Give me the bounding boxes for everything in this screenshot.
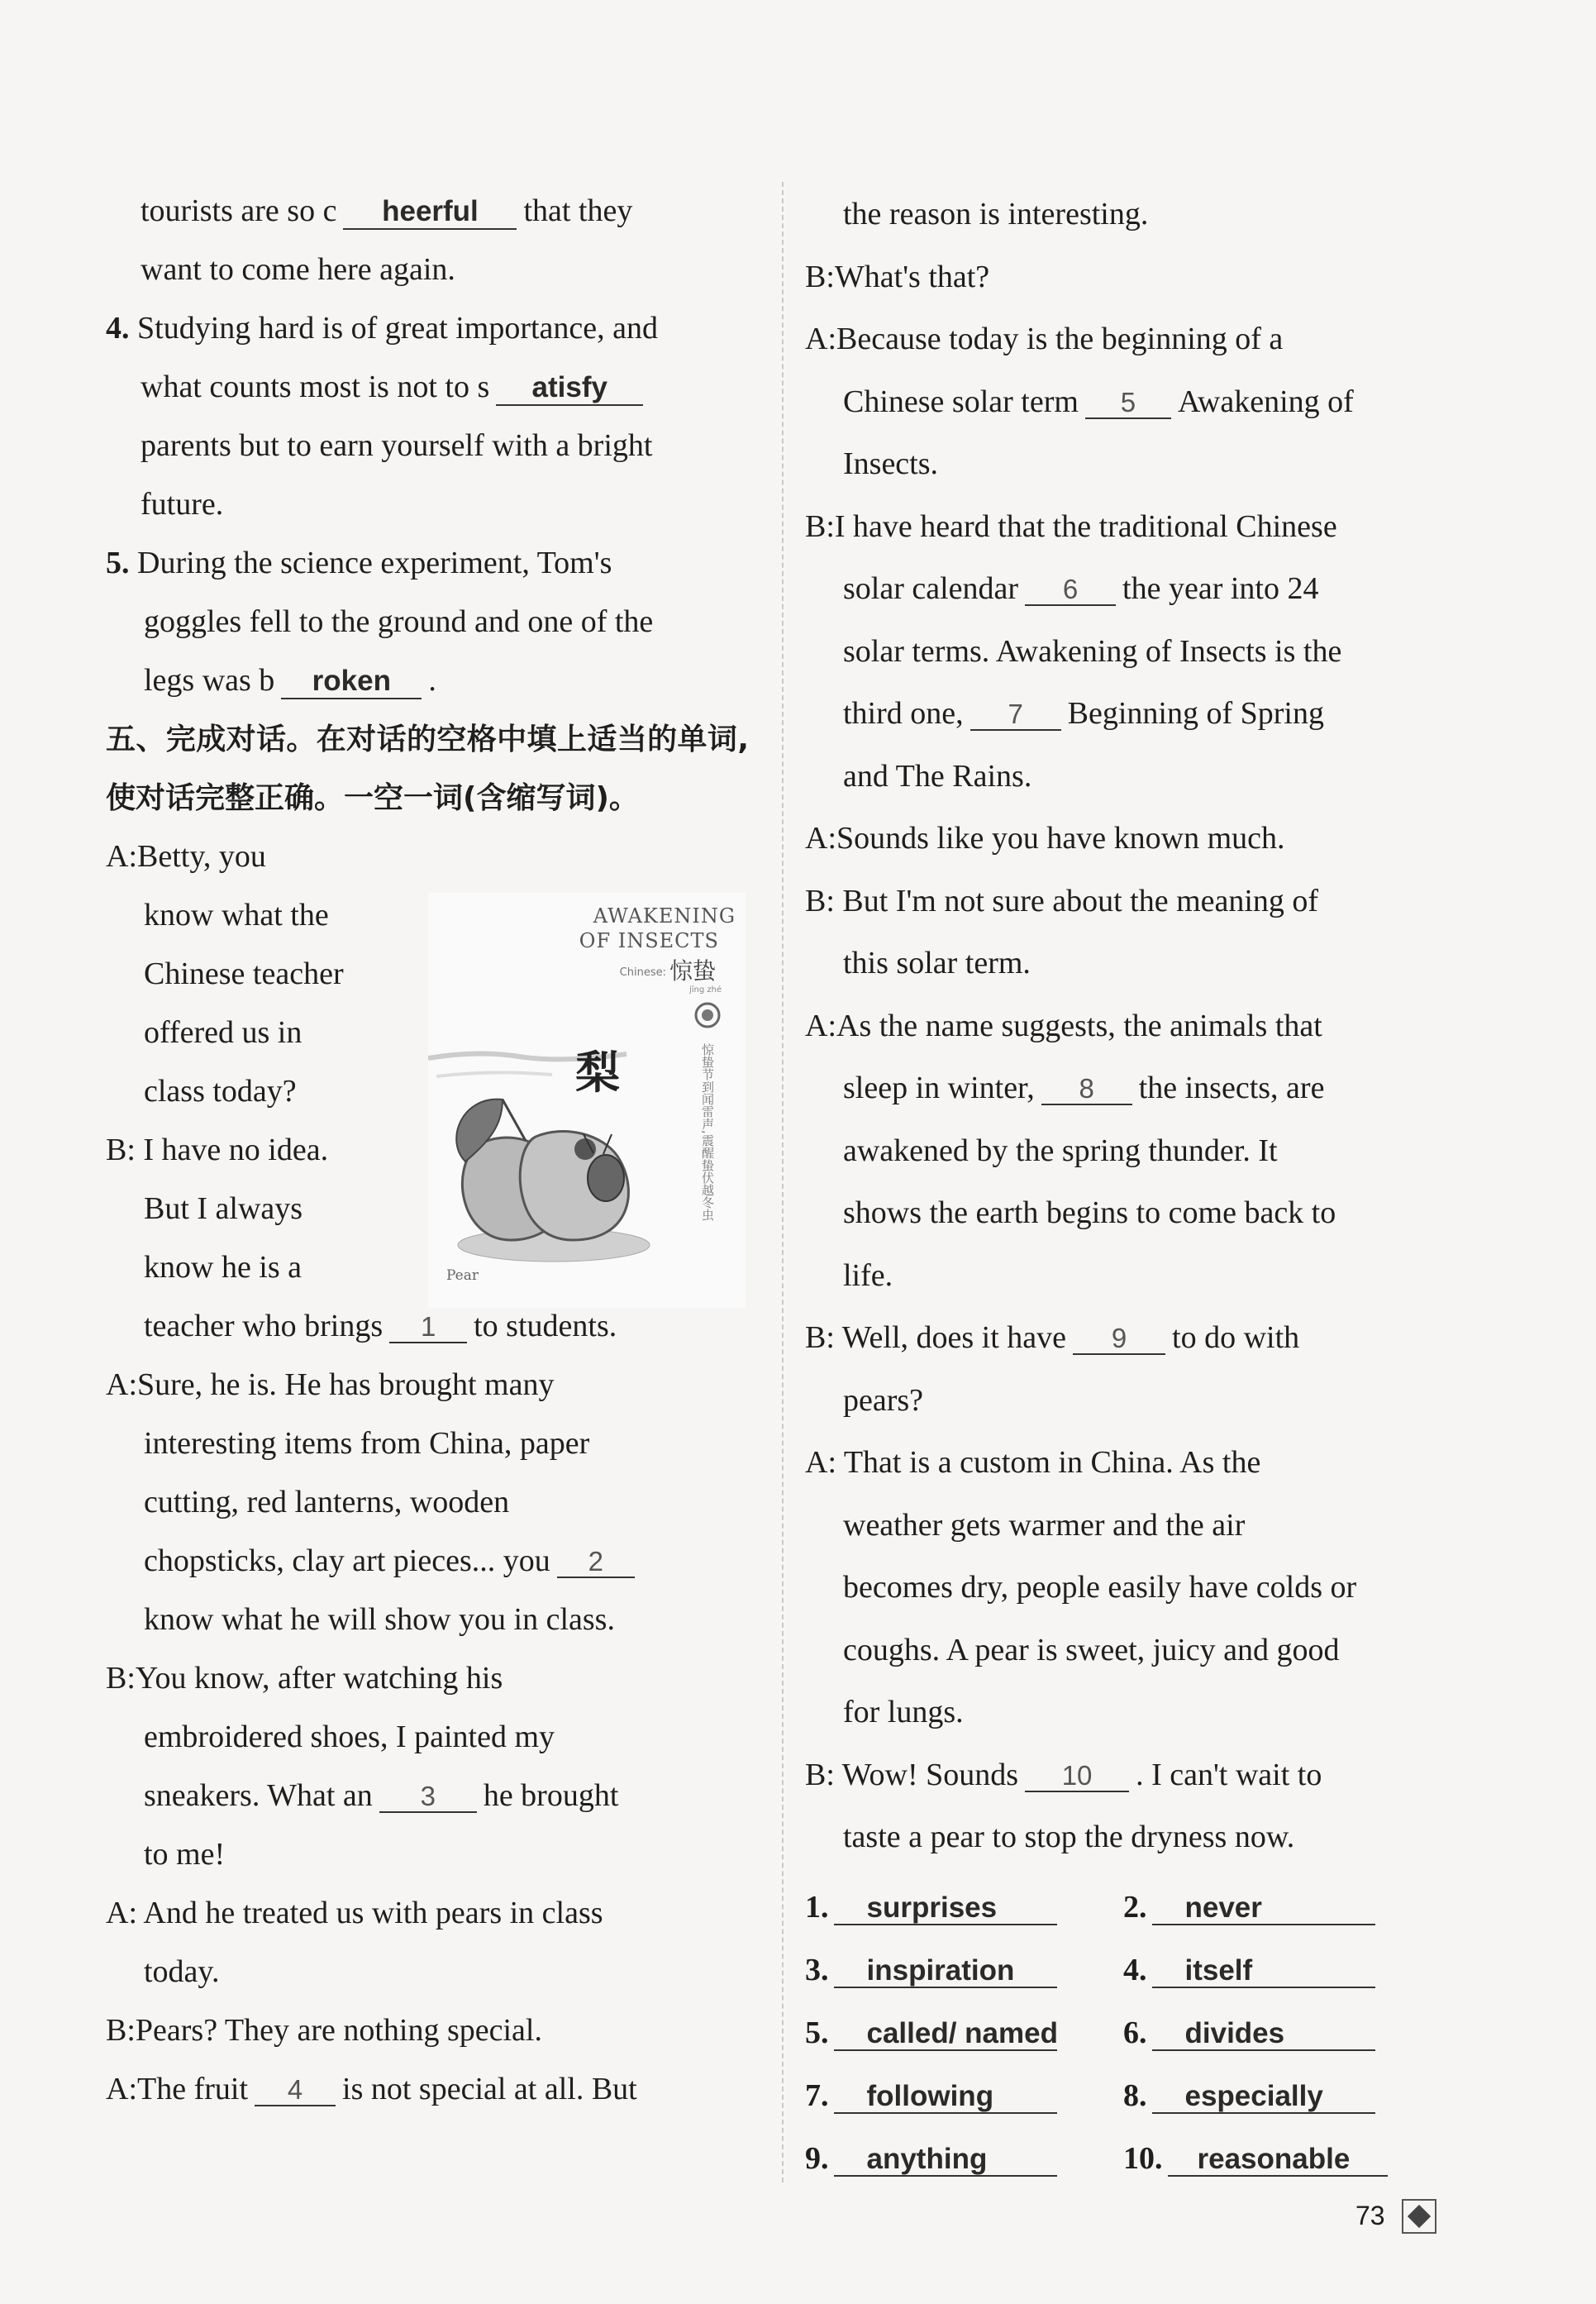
dialogue-line: A:Betty, you xyxy=(106,839,266,874)
dialogue-line: third one, 7 Beginning of Spring xyxy=(843,696,1324,731)
dialogue-line: becomes dry, people easily have colds or xyxy=(843,1570,1357,1605)
answer-item: 5. called/ named xyxy=(805,2015,1058,2050)
seal-dot xyxy=(702,1009,713,1021)
answer-blank: atisfy xyxy=(496,372,643,406)
answer-text: itself xyxy=(1152,1955,1375,1989)
text-line: legs was b roken . xyxy=(144,663,436,698)
dialogue-line: solar calendar 6 the year into 24 xyxy=(843,571,1319,606)
dialogue-line: A:Because today is the beginning of a xyxy=(805,322,1284,356)
dialogue-line: this solar term. xyxy=(843,946,1031,980)
dialogue-line: A: And he treated us with pears in class xyxy=(106,1896,603,1930)
answer-text: anything xyxy=(834,2144,1057,2178)
dialogue-line: class today? xyxy=(144,1074,297,1109)
numbered-blank: 7 xyxy=(970,699,1061,731)
text-line: goggles fell to the ground and one of the xyxy=(144,604,654,639)
dialogue-line: today. xyxy=(144,1954,220,1989)
figure-pinyin: jīng zhé xyxy=(689,985,722,995)
awakening-insects-illustration xyxy=(428,893,746,1308)
dialogue-line: A:Sounds like you have known much. xyxy=(805,821,1285,856)
text-line: want to come here again. xyxy=(141,252,455,287)
dialogue-line: B: I have no idea. xyxy=(106,1133,329,1167)
dialogue-line: But I always xyxy=(144,1191,303,1226)
answer-text: surprises xyxy=(834,1892,1057,1926)
dialogue-line: know what he will show you in class. xyxy=(144,1602,615,1637)
text-line: tourists are so c heerful that they xyxy=(141,193,633,228)
diamond-icon xyxy=(1402,2199,1436,2234)
answer-item: 8. especially xyxy=(1123,2066,1450,2125)
answer-text: especially xyxy=(1152,2081,1375,2115)
text-line: future. xyxy=(141,487,224,522)
numbered-blank: 1 xyxy=(389,1312,467,1343)
pear-illustration-svg xyxy=(428,893,746,1308)
text-line: parents but to earn yourself with a bright xyxy=(141,428,653,463)
answer-blank: heerful xyxy=(343,196,517,230)
dialogue-line: B:I have heard that the traditional Chinese xyxy=(805,508,1337,544)
dialogue-line: know he is a xyxy=(144,1250,303,1285)
dialogue-line: sneakers. What an 3 he brought xyxy=(144,1778,619,1813)
dialogue-line: Chinese solar term 5 Awakening of xyxy=(843,384,1354,419)
dialogue-line: A: That is a custom in China. As the xyxy=(805,1445,1261,1480)
dialogue-line: chopsticks, clay art pieces... you 2 xyxy=(106,1532,749,1591)
dialogue-line: awakened by the spring thunder. It xyxy=(843,1133,1278,1168)
dialogue-line: A:Sure, he is. He has brought many xyxy=(106,1367,555,1402)
dialogue-line: Chinese teacher xyxy=(144,956,344,991)
answer-item: 3. inspiration xyxy=(805,1940,1123,2000)
answer-text: reasonable xyxy=(1168,2144,1388,2178)
dialogue-line: for lungs. xyxy=(843,1695,964,1729)
dialogue-line: coughs. A pear is sweet, juicy and good xyxy=(843,1632,1340,1667)
dialogue-line: B:What's that? xyxy=(805,259,990,294)
answer-text: inspiration xyxy=(834,1955,1057,1989)
numbered-blank: 4 xyxy=(255,2075,336,2106)
numbered-blank: 3 xyxy=(379,1782,477,1813)
answer-item: 4. itself xyxy=(1123,1940,1450,2000)
answer-text: following xyxy=(834,2081,1057,2115)
answer-item: 1. surprises xyxy=(805,1877,1123,1937)
dialogue-line: life. xyxy=(843,1257,893,1293)
numbered-blank: 5 xyxy=(1085,388,1171,419)
dialogue-line: solar terms. Awakening of Insects is the xyxy=(843,633,1342,669)
dialogue-line: embroidered shoes, I painted my xyxy=(144,1720,555,1754)
answer-text: called/ named xyxy=(834,2018,1057,2052)
figure-big-character: 梨 xyxy=(575,1047,620,1099)
dialogue-line: B:You know, after watching his xyxy=(106,1661,503,1696)
dialogue-line: A:As the name suggests, the animals that xyxy=(805,1008,1322,1043)
numbered-blank: 10 xyxy=(1025,1761,1129,1792)
dialogue-line: to me! xyxy=(144,1837,226,1872)
insect-body xyxy=(588,1155,624,1201)
insect-head xyxy=(574,1138,596,1160)
question-4: 4. Studying hard is of great importance, and xyxy=(106,311,659,346)
dialogue-line: the reason is interesting. xyxy=(843,197,1149,231)
figure-title-line1: AWAKENING xyxy=(593,904,736,928)
dialogue-line: sleep in winter, 8 the insects, are xyxy=(843,1071,1325,1105)
dialogue-line: A:The fruit 4 is not special at all. But xyxy=(106,2072,637,2106)
dialogue-line: shows the earth begins to come back to xyxy=(843,1195,1336,1230)
right-column xyxy=(805,184,1450,2188)
dialogue-line: and The Rains. xyxy=(843,758,1032,794)
numbered-blank: 8 xyxy=(1041,1074,1132,1105)
text-line: what counts most is not to s atisfy xyxy=(106,358,749,417)
answer-blank: roken xyxy=(281,665,422,699)
dialogue-line: pears? xyxy=(843,1382,924,1418)
dialogue-line: B:Pears? They are nothing special. xyxy=(106,2013,542,2048)
answer-text: never xyxy=(1152,1892,1375,1926)
question-5: 5. During the science experiment, Tom's xyxy=(106,546,612,580)
figure-title-line2: OF INSECTS xyxy=(579,929,719,952)
answer-item: 9. anything xyxy=(805,2129,1123,2188)
numbered-blank: 6 xyxy=(1025,575,1116,606)
dialogue-line: B: But I'm not sure about the meaning of xyxy=(805,883,1319,918)
answer-item: 2. never xyxy=(1123,1877,1450,1937)
answer-item: 7. following xyxy=(805,2066,1123,2125)
page-number: 73 xyxy=(1355,2201,1385,2230)
dialogue-wrap xyxy=(106,828,395,1297)
figure-chinese-label: Chinese: xyxy=(619,966,666,979)
dialogue-line: B: Wow! Sounds 10 . I can't wait to xyxy=(805,1757,1322,1792)
numbered-blank: 2 xyxy=(557,1547,635,1578)
figure-caption: Pear xyxy=(446,1267,479,1284)
numbered-blank: 9 xyxy=(1073,1324,1165,1355)
dialogue-line: Insects. xyxy=(843,446,939,481)
answer-item: 10. reasonable xyxy=(1123,2129,1450,2188)
column-divider xyxy=(782,182,784,2182)
section-five-heading: 五、完成对话。在对话的空格中填上适当的单词,使对话完整正确。一空一词(含缩写词)。 xyxy=(106,723,749,815)
dialogue-line: teacher who brings 1 to students. xyxy=(144,1309,617,1343)
dialogue-line: cutting, red lanterns, wooden xyxy=(144,1485,510,1519)
dialogue-line: taste a pear to stop the dryness now. xyxy=(843,1820,1295,1854)
dialogue-line: B: Well, does it have 9 to do with xyxy=(805,1320,1300,1355)
figure-chinese-name: 惊蛰 xyxy=(669,957,717,985)
figure-poem-text: 惊蛰节到闻雷声,震醒蛰伏越冬虫 xyxy=(700,1043,715,1221)
answer-key xyxy=(805,1877,1450,2188)
dialogue-line: know what the xyxy=(144,898,329,933)
answer-item: 6. divides xyxy=(1123,2003,1450,2063)
dialogue-line: offered us in xyxy=(144,1015,303,1050)
dialogue-line: interesting items from China, paper xyxy=(144,1426,590,1461)
answer-text: divides xyxy=(1152,2018,1375,2052)
dialogue-line: weather gets warmer and the air xyxy=(843,1507,1246,1543)
